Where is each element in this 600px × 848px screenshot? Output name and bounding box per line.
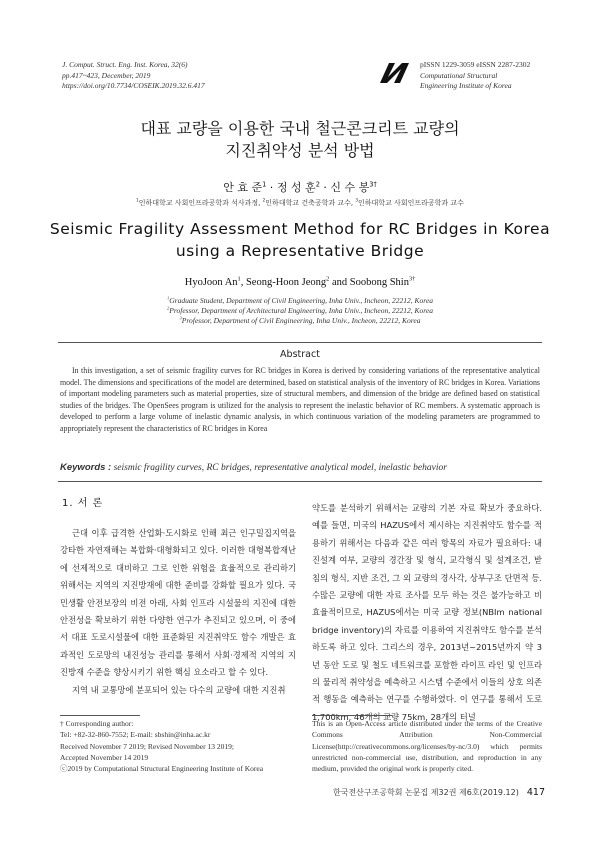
- affil-text: Graduate Student, Department of Civil Engineering, Inha Univ., Incheon, 22212, Korea: [169, 296, 433, 305]
- author-name: 정 성 훈: [276, 181, 316, 194]
- license-footnote: This is an Open-Access article distributed under the terms of the Creative Commons Attribution Non-Commercial License(http://creativecommons.org/licenses/by-nc/3.0) which permits unrestricted non-commercial use, distribution, and reproduction in any medium, provided the original work is properly cited.: [312, 719, 542, 774]
- separator: ·: [319, 181, 331, 194]
- affil-line: [0, 306, 600, 316]
- author-sup: 2: [326, 275, 330, 283]
- affil-text: 인하대학교 사회인프라공학과 석사과정,: [138, 199, 263, 207]
- affil-line: [0, 296, 600, 306]
- footnote-line: Received November 7 2019; Revised November 13 2019;: [60, 741, 234, 751]
- english-affiliations: [0, 296, 600, 327]
- english-title-line: Seismic Fragility Assessment Method for RC Bridges in Korea: [49, 220, 551, 238]
- english-authors: [0, 277, 600, 288]
- journal-name-line: Engineering Institute of Korea: [420, 81, 512, 90]
- affil-sup: 2: [262, 197, 266, 203]
- korean-authors: [0, 179, 600, 195]
- affil-sup: 3: [179, 315, 182, 321]
- footnote-line: Tel: +82-32-860-7552; E-mail: sbshin@inha.ac.kr: [60, 730, 211, 740]
- footnote-line: ⓒ2019 by Computational Structural Engineering Institute of Korea: [60, 764, 264, 774]
- affil-text: Professor, Department of Civil Engineering, Inha Univ., Incheon, 22212, Korea: [181, 316, 421, 326]
- english-title: [0, 218, 600, 262]
- journal-name-line: Computational Structural: [420, 70, 498, 80]
- author-name: 안 효 준: [223, 181, 263, 194]
- affil-line: [0, 316, 600, 326]
- footnote-rule: [312, 715, 392, 716]
- journal-info: [420, 60, 530, 92]
- abstract-bottom-rule: [58, 481, 542, 482]
- keywords-label: Keywords :: [60, 462, 112, 473]
- citation-line: pp.417~423, December, 2019: [62, 70, 151, 80]
- affil-sup: 1: [167, 295, 170, 301]
- footnote-line: Accepted November 14 2019: [60, 752, 149, 762]
- author-sup: 2: [315, 180, 320, 189]
- doi-link[interactable]: https://doi.org/10.7734/COSEIK.2019.32.6.417: [62, 81, 205, 90]
- author-name: HyoJoon An: [184, 277, 238, 288]
- author-sup: 3†: [369, 180, 377, 189]
- body-paragraph: 지역 내 교통망에 분포되어 있는 다수의 교량에 대한 지진취: [72, 684, 286, 695]
- right-column-body: [312, 500, 542, 726]
- citation-line: J. Comput. Struct. Eng. Inst. Korea, 32(6): [62, 60, 188, 69]
- korean-affiliations: [0, 198, 600, 208]
- keywords-text: seismic fragility curves, RC bridges, representative analytical model, inelastic behavior: [111, 463, 447, 473]
- author-name: 신 수 봉: [330, 181, 370, 194]
- body-paragraph: 약도를 분석하기 위해서는 교량의 기본 자료 확보가 중요하다. 예를 들면, 미국의 HAZUS에서 제시하는 지진취약도 함수를 적용하기 위해서는 다음과 같은 여러 항목의 자료가 필요하다: 내진설계 여부, 교량의 경간장 및 형식, 교각형식 및 설계조건, 받침의 형식, 지반 조건, 그 외 교량의 경사각, 상부구조 단면적 등. 수많은 교량에 대한 자료 조사를 모두 하는 것은 불가능하고 비효율적이므로, HAZUS에서는 미국 교량 정보(NBIm national bridge inventory)의 자료를 이용하여 지진취약도 함수를 분석하도록 하고 있다. 그리스의 경우, 2013년~2015년까지 약 3년 동안 도로 및 철도 네트워크를 포함한 라이프 라인 및 인프라의 물리적 취약성을 예측하고 시스템 수준에서 이들의 상호 의존적 행동을 예측하는 연구를 수행하였다. 이 연구를 통해서 도로 1,700km, 46개의 교량 75km, 28개의 터널: [312, 503, 542, 722]
- left-column-body: [60, 525, 296, 699]
- affil-text: 인하대학교 건축공학과 교수,: [265, 199, 356, 207]
- body-paragraph: 근대 이후 급격한 산업화·도시화로 인해 최근 인구밀집지역을 강타한 자연재해는 복합화·대형화되고 있다. 이러한 대형복합재난에 선제적으로 대비하고 그로 인한 위험을 효율적으로 관리하기 위해서는 지역의 지진방재에 대한 준비를 강화할 필요가 있다. 국민생활 안전보장의 비전 아래, 사회 인프라 시설물의 지진에 대한 안전성을 확보하기 위한 다양한 연구가 추진되고 있으며, 이 중에서 대표 도로시설물에 대한 표준화된 지진취약도 함수 개발은 효과적인 도로망의 내진성능 관리를 통해서 사회·경제적 지역의 지진방재 수준을 향상시키기 위한 핵심 요소라고 할 수 있다.: [60, 528, 296, 678]
- korean-title-line: 대표 교량을 이용한 국내 철근콘크리트 교량의: [140, 119, 460, 138]
- page-footer: [315, 787, 545, 798]
- footnote-line: † Corresponding author:: [60, 719, 134, 728]
- abstract-text: In this investigation, a set of seismic fragility curves for RC bridges in Korea is derived by considering variations of the representative analytical model. The dimensions and specifications of the model are determined, based on statistical analysis of the inventory of RC bridges in Korea. Variations of important modeling parameters such as material properties, size of structural members, and dimension of the bridge are defined based on statistical studies of the bridges. The OpenSees program is utilized for the analysis to represent the inelastic behavior of RC members. A systematic approach is developed to perform a large volume of inelastic dynamic analysis, in which continuous variation of the modeling parameters are programmed to appropriately represent the characteristics of RC bridges in Korea: [60, 366, 540, 433]
- section-heading: 1. 서 론: [62, 498, 104, 509]
- author-name: , Seong-Hoon Jeong: [240, 277, 327, 288]
- keywords: [60, 462, 540, 473]
- affil-sup: 1: [136, 197, 139, 203]
- correspondence-footnote: [60, 718, 300, 774]
- korean-title-line: 지진취약성 분석 방법: [225, 141, 375, 160]
- abstract-top-rule: [58, 342, 542, 343]
- journal-logo-icon: [378, 61, 410, 85]
- korean-title: [0, 118, 600, 162]
- separator: ·: [266, 181, 277, 194]
- author-sup: 1: [262, 180, 267, 189]
- affil-sup: 2: [167, 305, 170, 311]
- affil-text: Professor, Department of Architectural Engineering, Inha Univ., Incheon, 22212, Korea: [169, 306, 433, 316]
- author-name: and Soobong Shin: [329, 277, 409, 288]
- author-sup: 3†: [408, 275, 416, 283]
- page-number: 417: [526, 787, 545, 798]
- journal-citation: [62, 60, 205, 92]
- issn: pISSN 1229-3059 eISSN 2287-2302: [420, 60, 531, 69]
- footer-journal: 한국전산구조공학회 논문집 제32권 제6호(2019.12): [332, 788, 519, 797]
- english-title-line: using a Representative Bridge: [175, 242, 425, 260]
- affil-text: 인하대학교 사회인프라공학과 교수: [358, 199, 464, 207]
- footnote-rule: [60, 715, 140, 716]
- affil-sup: 3: [355, 197, 359, 203]
- abstract-heading: Abstract: [280, 349, 320, 360]
- author-sup: 1: [237, 275, 241, 283]
